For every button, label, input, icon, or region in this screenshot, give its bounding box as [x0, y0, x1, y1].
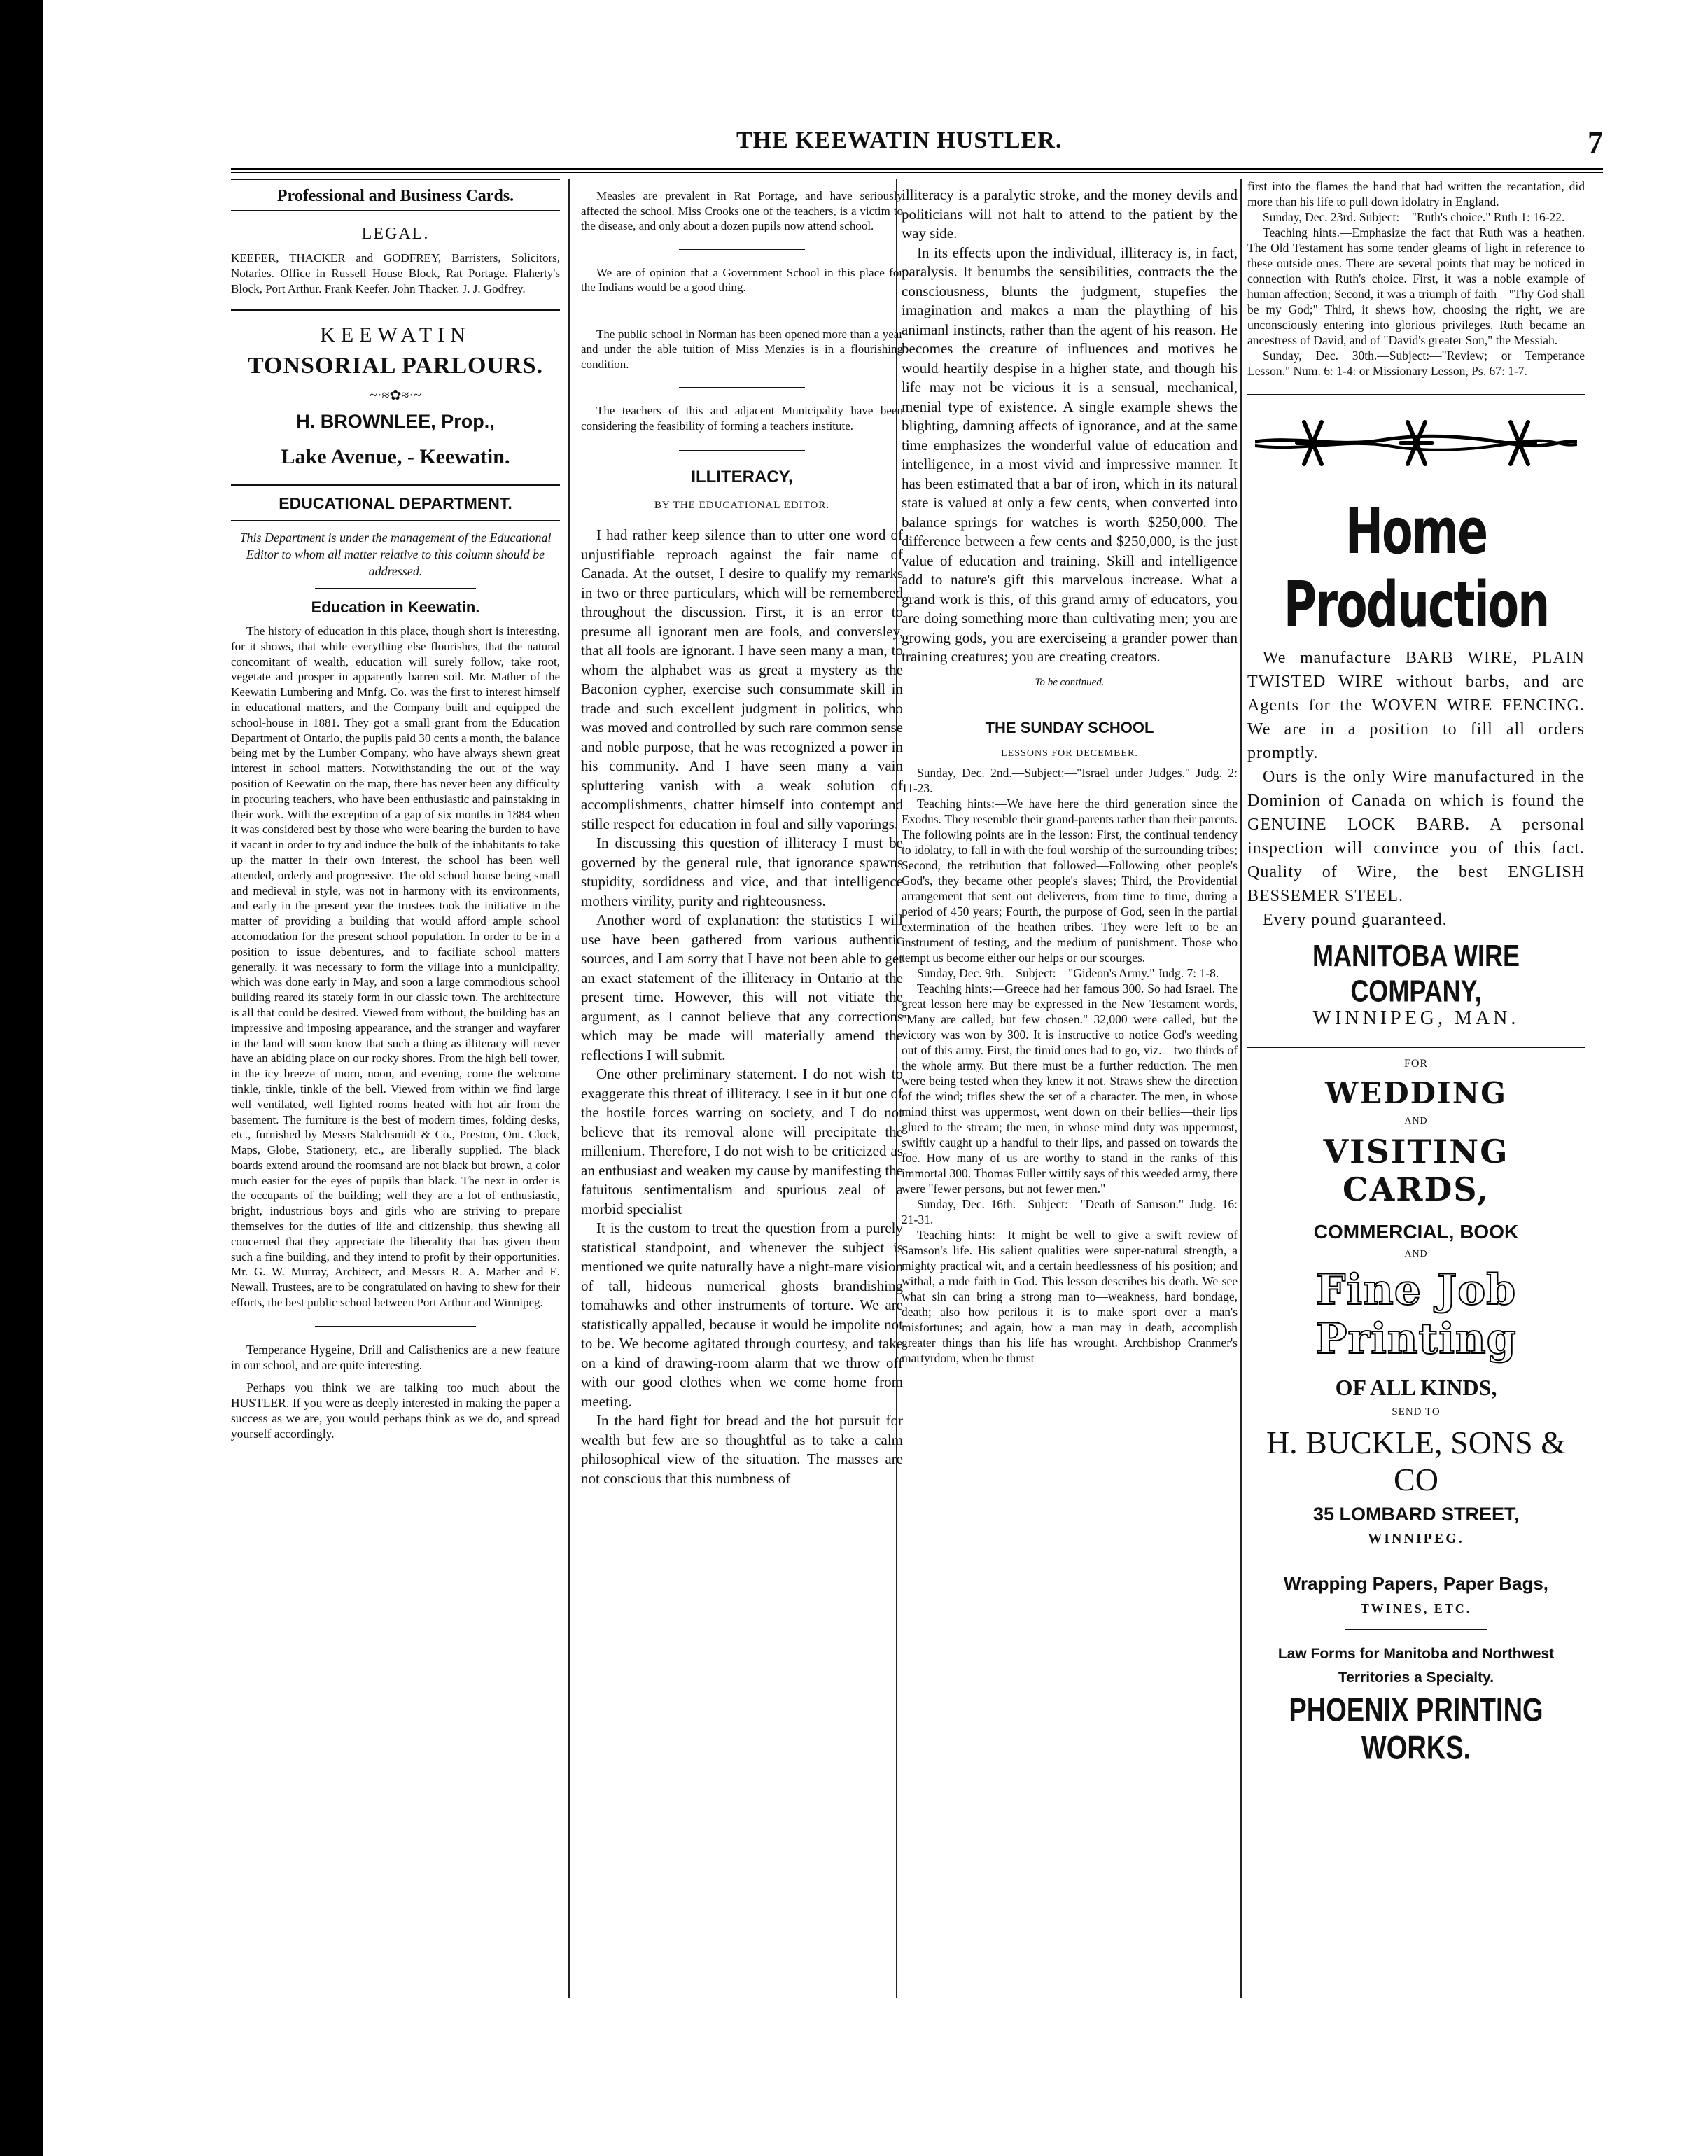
legal-card: KEEFER, THACKER and GODFREY, Barristers, Solicitors, Notaries. Office in Russell House Block, Rat Portage. Flaherty's Block, Port Arthur. Frank Keefer. John Thacker. J. J. Godfrey.: [231, 251, 560, 295]
wire-ad-p3: Every pound guaranteed.: [1263, 911, 1448, 929]
measles-note: Measles are prevalent in Rat Portage, and have seriously affected the school. Miss Crooks one of the teachers, is a victim to the disease, and only about a dozen pupils now attend school.: [581, 189, 903, 232]
divider: [679, 311, 805, 312]
all-kinds-label: OF ALL KINDS,: [1335, 1375, 1497, 1400]
masthead-rule: [231, 168, 1603, 170]
fine-job-printing-label: Fine Job Printing: [1315, 1266, 1517, 1364]
phoenix-label: PHOENIX PRINTING WORKS.: [1289, 1692, 1544, 1767]
lesson-5: Sunday, Dec. 30th.—Subject:—"Review; or Temperance Lesson." Num. 6: 1-4: or Missionary Lesson, Ps. 67: 1-7.: [1247, 349, 1585, 378]
newspaper-title: THE KEEWATIN HUSTLER.: [736, 127, 1063, 153]
sunday-school-heading: THE SUNDAY SCHOOL: [985, 718, 1154, 736]
illiteracy-p2: In discussing this question of illiteracy I must be governed by the general rule, that ignorance spawns stupidity, sordidness and vice, and that intelligence mothers virility, purity and righteousness.: [581, 834, 903, 909]
wrapping-papers-label: Wrapping Papers, Paper Bags,: [1283, 1573, 1549, 1594]
lesson-3-cont: first into the flames the hand that had written the recantation, did more than his life to pull down idolatry in England.: [1247, 179, 1585, 209]
divider: [231, 520, 560, 521]
buckle-city: WINNIPEG.: [1368, 1531, 1464, 1546]
hustler-note: Perhaps you think we are talking too much about the HUSTLER. If you were as deeply interested in making the paper a success as we are, you would perhaps think as we do, and spread yourself accordingly.: [231, 1380, 560, 1441]
address: Lake Avenue, - Keewatin.: [281, 445, 510, 468]
barbed-wire-illustration: [1255, 401, 1577, 485]
teachers-note: The teachers of this and adjacent Municipality have been considering the feasibility of forming a teachers institute.: [581, 404, 903, 433]
legal-heading: LEGAL.: [361, 225, 430, 243]
lesson-2: Sunday, Dec. 9th.—Subject:—"Gideon's Army." Judg. 7: 1-8.: [917, 965, 1219, 980]
commercial-book-label: COMMERCIAL, BOOK: [1313, 1221, 1519, 1242]
lesson-4-hints: Teaching hints.—Emphasize the fact that Ruth was a heathen. The Old Testament has some tender gleams of light in reference to these outside ones. There are several points that may be noticed in connection with Ruth's choice. First, it was a noble example of human affection; Second, it was a triumph of faith—"Thy God shall be my God;" Third, it shews how, choosing the right, we are unconsciously entering into glorious privileges. Ruth became an ancestress of David, and of "David's greater Son," the Messiah.: [1247, 225, 1585, 347]
edu-subheading: Education in Keewatin.: [311, 598, 480, 616]
illiteracy-cont-p2: In its effects upon the individual, illiteracy is, in fact, paralysis. It benumbs the sensibilities, contracts the the consciousness, blunts the judgment, stupefies the imagination and makes a man the plaything of his animanl instincts, rather than the agent of his reason. He becomes the creature of influences and motives he would heartily despise in a higher state, and though his life may not be vicious it is a sensual, mechanical, menial type of existence. A single example shews the blighting, damning affects of ignorance, and at the same time emphasizes the wonderful value of education and intelligence, in a most vivid and impressive manner. It has been estimated that a bar of iron, which in its natural state is valued at only a few cents, when converted into balance springs for watches is worth $250,000. The difference between a few cents and $250,000, is the just value of education and training. Skill and intelligence add to nature's gift this marvelous increase. What a grand work is this, of this grand army of educators, you are doing something more than cultivating men; you are growing gods, you are exerciseing a grander power than training creatures; you are creating creators.: [902, 244, 1238, 665]
visiting-cards-label: VISITING CARDS,: [1323, 1133, 1509, 1208]
divider: [1247, 394, 1585, 396]
company-name: MANITOBA WIRE COMPANY,: [1312, 938, 1520, 1009]
page-number: 7: [1588, 125, 1603, 160]
divider: [231, 484, 560, 486]
illiteracy-p4: One other preliminary statement. I do not wish to exaggerate this threat of illiteracy. I see in it but one of the hostile forces warring on society, and I do not believe that its removal alone will precipitate the millenium. Therefore, I do not wish to be criticized as an enthusiast and weaken my cause by manifesting the fatuitous sentimentalism and spurious zeal of a morbid specialist: [581, 1065, 903, 1217]
illiteracy-p1: I had rather keep silence than to utter one word of unjustifiable reproach against the fair name of Canada. At the outset, I desire to qualify my remarks in two or three particulars, which will be remembered throughout the discussion. First, it is an error to presume all ignorant men are fools, and conversley, that all fools are ignorant. I have seen many a man, to whom the alphabet was as great a mystery as the Baconion cypher, exercise such consummate skill in trade and such excellent judgment in politics, who was moved and controlled by such rare common sense and noble purpose, that he was recognized a power in his community. And I have seen many a vain spluttering vanish with a weak solution of accomplishments, chatter himself into contempt and stille respect for education in foul and silly vaporings.: [581, 526, 903, 832]
lesson-1-hints: Teaching hints:—We have here the third generation since the Exodus. They resemble their grand-parents rather than their parents. The following points are in the lesson: First, the continual tendency to idolatry, to fall in with the foul worship of the surrounding tribes; Second, the retribution that followed—Following other people's God's, they became other people's slaves; Third, the Providential arrangement that sent out deliverers, from time to time, during a period of 450 years; Fourth, the purpose of God, seen in the partial extermination of the heathen tribes. They were left to be an instrument of testing, and the medium of punishment. Those who tempt us become either our helps or our scourges.: [902, 796, 1238, 965]
wire-ad-p1: We manufacture BARB WIRE, PLAIN TWISTED WIRE without barbs, and are Agents for the WOVEN WIRE FENCING. We are in a position to fill all orders promptly.: [1247, 649, 1585, 762]
govt-school-note: We are of opinion that a Government School in this place for the Indians would be a good thing.: [581, 265, 903, 294]
masthead: [231, 126, 1603, 165]
illiteracy-p3: Another word of explanation: the statistics I will use have been gathered from various authentic sources, and I am sorry that I have not been able to get an exact statement of the illiteracy in Ontario at the present time. However, this will not vitiate the argument, as I cannot believe that any corrections which may be made will materially amend the reflections I will submit.: [581, 911, 903, 1063]
buckle-name: H. BUCKLE, SONS & CO: [1266, 1424, 1567, 1497]
column-2: [581, 178, 903, 1998]
illiteracy-p5: It is the custom to treat the question from a purely statistical standpoint, and whenever the subject is mentioned we quite naturally have a night-mare vision of tall, hideous numerical ghosts brandishing tomahawks and other instruments of torture. We are statistically appalled, because it would be impolite not to be. We become agitated through courtesy, and take on a kind of drawing-room alarm that we throw off with our good clothes when we come home from meeting.: [581, 1219, 903, 1410]
edu-heading: EDUCATIONAL DEPARTMENT.: [279, 494, 512, 512]
divider: [679, 387, 805, 388]
wire-ad-p2: Ours is the only Wire manufactured in the Dominion of Canada on which is found the GENUINE LOCK BARB. A personal inspection will convince you of this fact. Quality of Wire, the best ENGLISH BESSEMER STEEL.: [1247, 768, 1585, 905]
illiteracy-heading: ILLITERACY,: [691, 468, 793, 486]
divider: [679, 249, 805, 250]
home-production-headline: Home Production: [1283, 494, 1549, 641]
edu-note: This Department is under the management of the Educational Editor to whom all matter relative to this column should be addressed.: [239, 531, 552, 578]
column-rule: [1240, 178, 1242, 1998]
illiteracy-p6: In the hard fight for bread and the hot pursuit for wealth but few are so thoughtful as to take a calm philosophical view of the situation. The masses are not conscious that this numbness of: [581, 1412, 903, 1487]
tonsorial-top: KEEWATIN: [320, 323, 471, 346]
column-1: [231, 178, 560, 1998]
tonsorial-name: TONSORIAL PARLOURS.: [247, 353, 544, 379]
column-rule: [568, 178, 570, 1998]
proprietor: H. BROWNLEE, Prop.,: [296, 411, 495, 432]
divider: [231, 178, 560, 180]
divider: [1345, 1629, 1487, 1630]
and-label: AND: [1404, 1116, 1428, 1126]
send-to-label: SEND TO: [1392, 1406, 1441, 1418]
company-city: WINNIPEG, MAN.: [1312, 1007, 1520, 1029]
divider: [1247, 1046, 1585, 1048]
buckle-street: 35 LOMBARD STREET,: [1312, 1504, 1520, 1525]
norman-note: The public school in Norman has been opened more than a year and under the able tuition of Miss Menzies is in a flourishing condition.: [581, 327, 903, 371]
column-4: [1247, 178, 1585, 1998]
column-3: [902, 178, 1238, 1998]
temperance-note: Temperance Hygeine, Drill and Calisthenics are a new feature in our school, and are quite interesting.: [231, 1342, 560, 1372]
lesson-3-hints: Teaching hints:—It might be well to give a swift review of Samson's life. His salient qualities were super-natural strength, a mighty practical wit, and a certain heedlessness of his position; and withal, a rude faith in God. This lesson describes his death. We see what sin can bring a strong man to—weakness, hard bondage, death; also how perilous it is to make sport over a man's misfortunes; and again, how a man may in death, accomplish greater things than his life has wrought. Archbishop Cranmer's martyrdom, when he thrust: [902, 1227, 1238, 1365]
divider: [679, 450, 805, 451]
ornament-icon: ~·≈✿≈·~: [370, 388, 421, 403]
law-forms-label: Law Forms for Manitoba and Northwest Territories a Specialty.: [1278, 1646, 1555, 1686]
to-be-continued: To be continued.: [1035, 676, 1105, 688]
twines-label: TWINES, ETC.: [1360, 1602, 1472, 1616]
and-label: AND: [1404, 1249, 1428, 1259]
scan-edge: [0, 0, 43, 2156]
divider: [315, 588, 476, 589]
for-label: FOR: [1404, 1058, 1429, 1070]
wedding-label: WEDDING: [1325, 1076, 1507, 1110]
edu-body: The history of education in this place, though short is interesting, for it shows, that while everything else flourishes, that the natural concomitant of wealth, education will surely follow, take root, vegetate and prosper in apparently barren soil. Mr. Mather of the Keewatin Lumbering and Mnfg. Co. was the first to interest himself in educational matters, and the Company built and equipped the school-house in 1881. They got a small grant from the Education Department of Ontario, the pupils paid 30 cents a month, the balance being met by the Lumber Company, who have always shewn great interest in school matters. Notwithstanding the out of the way position of Keewatin on the map, there has never been any difficulty in procuring teachers, who have been enthusiastic and painstaking in their work. With the exception of a gap of six months in 1884 when it was considered best by those who were bearing the burden to have it vacant in order to try and induce the bulk of the inhabitants to take up the matter in their own interest, the school has been well attended, orderly and progressive. The old school house being small and medieval in style, was not in harmony with its environments, and early in the present year the trustees took the initiative in the matter of providing a building that would afford ample school accomodation for the present school population. In order to be in a position to issue debentures, and to faciliate school matters generally, it was necessary to form the village into a municipality, which was done early in May, and soon a large commodious school building reared its stately form in our classic town. The architecture is all that could be desired. Viewed from without, the building has an impressive and imposing appearance, and the stranger and wayfarer in the land will soon know that such a thing as illiteracy will never have an abiding place on our rocky shores. From the high bell tower, in the icy breeze of morn, noon, and evening, come the welcome tinkle, tinkle, tinkle of the bell. Viewed from within we find large well ventilated, well lighted rooms heated with hot air from the basement. The furniture is the best of modern times, folding desks, etc., furnished by Messrs Stalchsmidt & Co., Preston, Ont. Clock, Maps, Globe, Stationery, etc., are liberally supplied. The black boards extend around the roomsand are not black but brown, a color much easier for the eyes of pupils than black. The next in order is the occupants of the building; well they are a lot of enthusiastic, bright, industrious boys and girls who are striving to prepare themselves for the duties of life and citizenship, thus shewing all concerned that they appreciate the liberality that has given them such a fine building, and they intend to profit by their opportunities. Mr. G. W. Murray, Architect, and Messrs R. A. Mather and E. Newall, Trustees, are to be congratulated on having to shew for their efforts, the best public school between Port Arthur and Winnipeg.: [231, 624, 560, 1310]
lesson-2-hints: Teaching hints:—Greece had her famous 300. So had Israel. The great lesson here may be expressed in the New Testament words, "Many are called, but few chosen." 32,000 were called, but the victory was won by 300. It is instructive to notice God's weeding out of this army. First, the timid ones had to go, viz.—two thirds of the whole army. But there must be a further reduction. The men were being tested when they knew it not. Straws shew the direction of the wind; trifles shew the set of a character. The men, in whose mind thirst was uppermost, went down on their bellies—their lips glued to the stream; the men, in whose mind duty was uppermost, swiftly caught up a handful to their lips, and passed on towards the foe. How many of us are worthy to stand in the ranks of this immortal 300. Thomas Fuller wittily says of this weeded army, there were "fewer persons, but not fewer men.": [902, 981, 1238, 1196]
lesson-1: Sunday, Dec. 2nd.—Subject:—"Israel under Judges." Judg. 2: 11-23.: [902, 765, 1238, 795]
cards-heading: Professional and Business Cards.: [276, 187, 514, 205]
lesson-3: Sunday, Dec. 16th.—Subject:—"Death of Samson." Judg. 16: 21-31.: [902, 1196, 1238, 1226]
lesson-4: Sunday, Dec. 23rd. Subject:—"Ruth's choice." Ruth 1: 16-22.: [1263, 210, 1565, 224]
byline: BY THE EDUCATIONAL EDITOR.: [654, 500, 830, 511]
masthead-rule-thin: [231, 172, 1603, 173]
illiteracy-cont-p1: illiteracy is a paralytic stroke, and the money devils and politicians will not halt to attend to the patient by the way side.: [902, 186, 1238, 241]
divider: [231, 309, 560, 311]
lessons-heading: LESSONS FOR DECEMBER.: [1001, 748, 1138, 759]
divider: [231, 210, 560, 211]
divider: [1000, 703, 1140, 704]
